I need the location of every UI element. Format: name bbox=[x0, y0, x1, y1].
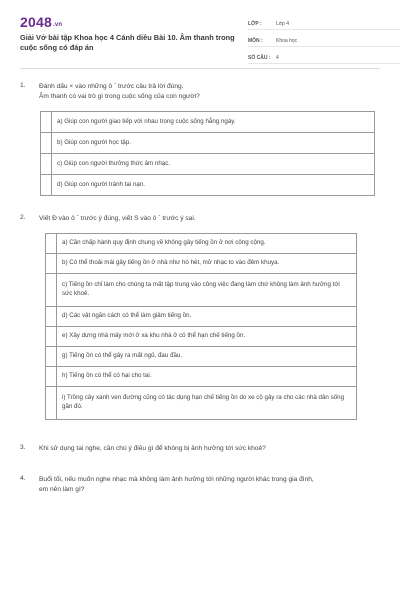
question-line: Khi sử dụng tai nghe, cần chú ý điều gì để không bị ảnh hưởng tới sức khoẻ? bbox=[39, 445, 266, 452]
options-table-1 bbox=[40, 111, 375, 196]
question-line: Đánh dấu × vào những ô ˉ trước câu trả lời đúng. bbox=[39, 83, 184, 90]
answer-box[interactable] bbox=[46, 307, 57, 327]
logo-main: 2048 bbox=[20, 14, 52, 30]
question-text bbox=[39, 444, 374, 454]
header-divider bbox=[20, 68, 380, 69]
option-text: a) Giúp con người giao tiếp với nhau trong cuộc sống hằng ngày. bbox=[52, 112, 375, 133]
option-row bbox=[46, 347, 357, 367]
meta-info bbox=[248, 17, 400, 68]
option-row bbox=[46, 274, 357, 307]
question-text bbox=[39, 475, 374, 495]
page-header bbox=[20, 14, 380, 62]
answer-box[interactable] bbox=[41, 175, 52, 196]
option-text: a) Cần chấp hành quy định chung về không gây tiếng ồn ở nơi công cộng. bbox=[57, 234, 357, 254]
question-text bbox=[39, 82, 374, 102]
site-logo[interactable] bbox=[20, 14, 62, 30]
meta-row-subject bbox=[248, 34, 400, 47]
answer-box[interactable] bbox=[41, 112, 52, 133]
answer-box[interactable] bbox=[46, 327, 57, 347]
question-line: Buổi tối, nếu muốn nghe nhạc mà không làm ảnh hưởng tới những người khác trong gia đình, bbox=[39, 476, 314, 483]
logo-suffix: .vn bbox=[52, 22, 63, 28]
answer-box[interactable] bbox=[46, 254, 57, 274]
question-number: 3. bbox=[20, 444, 26, 451]
option-row bbox=[41, 154, 375, 175]
option-row bbox=[41, 133, 375, 154]
option-text: c) Giúp con người thưởng thức âm nhạc. bbox=[52, 154, 375, 175]
answer-box[interactable] bbox=[46, 274, 57, 307]
meta-label: SỐ CÂU : bbox=[248, 55, 271, 61]
answer-box[interactable] bbox=[46, 367, 57, 387]
option-row bbox=[46, 367, 357, 387]
answer-box[interactable] bbox=[41, 154, 52, 175]
option-row bbox=[46, 254, 357, 274]
option-text: i) Trồng cây xanh ven đường cũng có tác dụng hạn chế tiếng ồn do xe cộ gây ra cho các nhà dân sống gần đó. bbox=[57, 387, 357, 420]
question-number: 4. bbox=[20, 475, 26, 482]
option-text: g) Tiếng ồn có thể gây ra mất ngủ, đau đầu. bbox=[57, 347, 357, 367]
question-text bbox=[39, 214, 374, 224]
page-title: Giải Vở bài tập Khoa học 4 Cánh diều Bài 10. Âm thanh trong cuộc sống có đáp án bbox=[20, 33, 235, 52]
option-text: b) Có thể thoải mái gây tiếng ồn ở nhà như hò hét, mở nhạc to vào đêm khuya. bbox=[57, 254, 357, 274]
option-row bbox=[46, 307, 357, 327]
answer-box[interactable] bbox=[46, 234, 57, 254]
question-line: Viết Đ vào ô ˉ trước ý đúng, viết S vào ô ˉ trước ý sai. bbox=[39, 215, 196, 222]
answer-box[interactable] bbox=[46, 347, 57, 367]
question-line: em nên làm gì? bbox=[39, 485, 85, 493]
option-text: h) Tiếng ồn có thể có hại cho tai. bbox=[57, 367, 357, 387]
option-row bbox=[46, 234, 357, 254]
option-text: e) Xây dựng nhà máy mới ở xa khu nhà ở có thể hạn chế tiếng ồn. bbox=[57, 327, 357, 347]
question-line: Âm thanh có vai trò gì trong cuộc sống của con người? bbox=[39, 92, 200, 100]
option-text: c) Tiếng ồn chỉ làm cho chúng ta mất tập trung vào công việc đang làm chứ không làm ảnh hưởng tới sức khoẻ. bbox=[57, 274, 357, 307]
option-row bbox=[41, 175, 375, 196]
meta-value: Khoa học bbox=[276, 38, 298, 44]
answer-box[interactable] bbox=[41, 133, 52, 154]
option-text: d) Giúp con người tránh tai nạn. bbox=[52, 175, 375, 196]
option-row bbox=[46, 387, 357, 420]
option-row bbox=[41, 112, 375, 133]
option-text: d) Các vật ngăn cách có thể làm giảm tiếng ồn. bbox=[57, 307, 357, 327]
option-row bbox=[46, 327, 357, 347]
question-number: 1. bbox=[20, 82, 26, 89]
meta-label: MÔN : bbox=[248, 38, 263, 44]
meta-value: 4 bbox=[276, 55, 279, 61]
option-text: b) Giúp con người học tập. bbox=[52, 133, 375, 154]
meta-row-class bbox=[248, 17, 400, 30]
answer-box[interactable] bbox=[46, 387, 57, 420]
meta-value: Lớp 4 bbox=[276, 21, 290, 27]
options-table-2 bbox=[45, 233, 357, 420]
meta-label: LỚP : bbox=[248, 21, 262, 27]
question-number: 2. bbox=[20, 214, 26, 221]
meta-row-count bbox=[248, 51, 400, 64]
